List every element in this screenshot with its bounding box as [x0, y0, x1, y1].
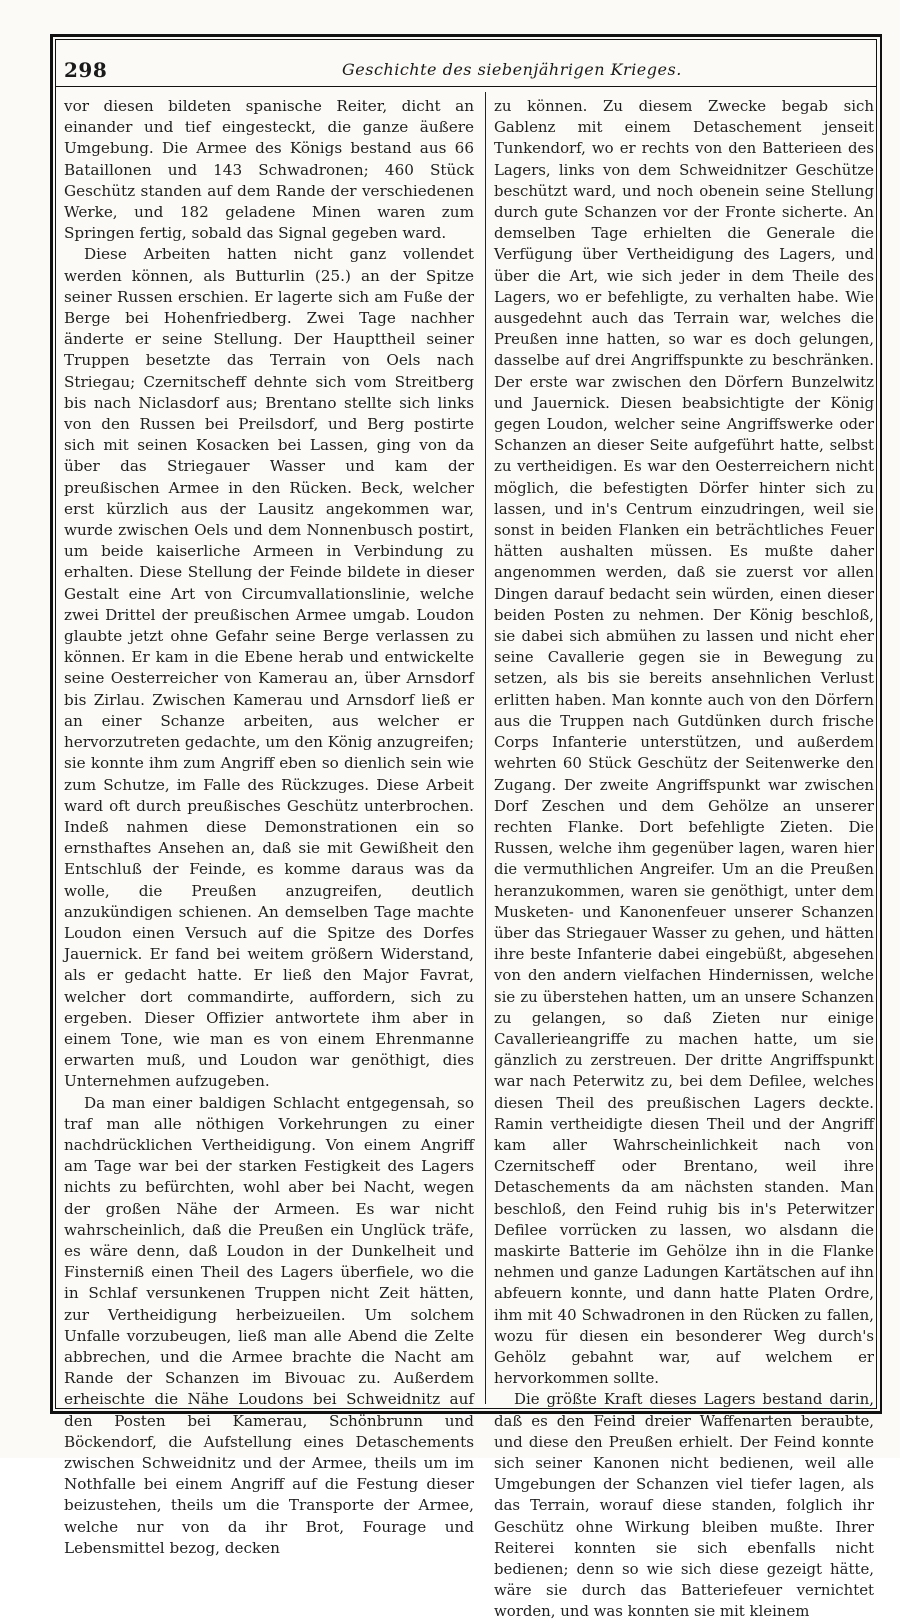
- paragraph: Die größte Kraft dieses Lagers bestand darin, daß es den Feind dreier Waffenarten beraubte, und diese den Preußen erhielt. Der Feind konnte sich seiner Kanonen nicht bedienen, weil alle Umgebungen der Schanzen viel tiefer lagen, als das Terrain, worauf diese standen, folglich ihr Geschütz ohne Wirkung bleiben mußte. Ihrer Reiterei konnten sie sich ebenfalls nicht bedienen; denn so wie sich diese gezeigt hätte, wäre sie durch das Batteriefeuer vernichtet worden, und was konnten sie mit kleinem: [494, 1390, 874, 1621]
- page-header: [62, 58, 872, 82]
- paragraph: vor diesen bildeten spanische Reiter, dicht an einander und tief eingesteckt, die ganze äußere Umgebung. Die Armee des Königs bestand aus 66 Bataillonen und 143 Schwadronen; 460 Stück Geschütz standen auf dem Rande der verschiedenen Werke, und 182 geladene Minen waren zum Springen fertig, sobald das Signal gegeben ward.: [64, 97, 474, 243]
- paragraph: Diese Arbeiten hatten nicht ganz vollendet werden können, als Butturlin (25.) an der Spitze seiner Russen erschien. Er lagerte sich am Fuße der Berge bei Hohenfriedberg. Zwei Tage nachher änderte er seine Stellung. Der Haupttheil seiner Truppen besetzte das Terrain von Oels nach Striegau; Czernitscheff dehnte sich vom Streitberg bis nach Niclasdorf aus; Brentano stellte sich links von den Russen bei Preilsdorf, und Berg postirte sich mit seinen Kosacken bei Lassen, ging von da über das Striegauer Wasser und kam der preußischen Armee in den Rücken. Beck, welcher erst kürzlich aus der Lausitz angekommen war, wurde zwischen Oels und dem Nonnenbusch postirt, um beide kaiserliche Armeen in Verbindung zu erhalten. Diese Stellung der Feinde bildete in dieser Gestalt eine Art von Circumvallationslinie, welche zwei Drittel der preußischen Armee umgab. Loudon glaubte jetzt ohne Gefahr seine Berge verlassen zu können. Er kam in die Ebene herab und entwickelte seine Oesterreicher von Kamerau an, über Arnsdorf bis Zirlau. Zwischen Kamerau und Arnsdorf ließ er an einer Schanze arbeiten, aus welcher er hervorzutreten gedachte, um den König anzugreifen; sie konnte ihm zum Angriff eben so dienlich sein wie zum Schutze, im Falle des Rückzuges. Diese Arbeit ward oft durch preußisches Geschütz unterbrochen. Indeß nahmen diese Demonstrationen ein so ernsthaftes Ansehen an, daß sie mit Gewißheit den Entschluß der Feinde, es komme daraus was da wolle, die Preußen anzugreifen, deutlich anzukündigen schienen. An demselben Tage machte Loudon einen Versuch auf die Spitze des Dorfes Jauernick. Er fand bei weitem größern Widerstand, als er gedacht hatte. Er ließ den Major Favrat, welcher dort commandirte, auffordern, sich zu ergeben. Dieser Offizier antwortete ihm aber in einem Tone, wie man es von einem Ehrenmanne erwarten muß, und Loudon war genöthigt, dies Unternehmen aufzugeben.: [64, 245, 474, 1091]
- header-rule: [55, 86, 877, 87]
- column-divider: [485, 92, 486, 1404]
- left-column: [64, 96, 474, 1557]
- running-title: Geschichte des siebenjährigen Krieges.: [342, 60, 682, 79]
- paragraph: zu können. Zu diesem Zwecke begab sich Gablenz mit einem Detaschement jenseit Tunkendorf, wo er rechts von den Batterieen des Lagers, links von dem Schweidnitzer Geschütze beschützt ward, und noch obenein seine Stellung durch gute Schanzen vor der Fronte sicherte. An demselben Tage erhielten die Generale die Verfügung über Vertheidigung des Lagers, und über die Art, wie sich jeder in dem Theile des Lagers, wo er befehligte, zu verhalten habe. Wie ausgedehnt auch das Terrain war, welches die Preußen inne hatten, so war es doch gelungen, dasselbe auf drei Angriffspunkte zu beschränken. Der erste war zwischen den Dörfern Bunzelwitz und Jauernick. Diesen beabsichtigte der König gegen Loudon, welcher seine Angriffswerke oder Schanzen an dieser Seite aufgeführt hatte, selbst zu vertheidigen. Es war den Oesterreichern nicht möglich, die befestigten Dörfer hinter sich zu lassen, und in's Centrum einzudringen, weil sie sonst in beiden Flanken ein beträchtliches Feuer hätten aushalten müssen. Es mußte daher angenommen werden, daß sie zuerst vor allen Dingen darauf bedacht sein würden, einen dieser beiden Posten zu nehmen. Der König beschloß, sie dabei sich abmühen zu lassen und nicht eher seine Cavallerie gegen sie in Bewegung zu setzen, als bis sie bereits ansehnlichen Verlust erlitten haben. Man konnte auch von den Dörfern aus die Truppen nach Gutdünken durch frische Corps Infanterie unterstützen, und außerdem wehrten 60 Stück Geschütz der Seitenwerke den Zugang. Der zweite Angriffspunkt war zwischen Dorf Zeschen und dem Gehölze an unserer rechten Flanke. Dort befehligte Zieten. Die Russen, welche ihm gegenüber lagen, waren hier die vermuthlichen Angreifer. Um an die Preußen heranzukommen, waren sie genöthigt, unter dem Musketen- und Kanonenfeuer unserer Schanzen über das Striegauer Wasser zu gehen, und hätten ihre beste Infanterie dabei eingebüßt, abgesehen von den andern vielfachen Hindernissen, welche sie zu überstehen hatten, um an unsere Schanzen zu gelangen, so daß Zieten nur einige Cavallerieangriffe zu machen hatte, um sie gänzlich zu zerstreuen. Der dritte Angriffspunkt war nach Peterwitz zu, bei dem Defilee, welches diesen Theil des preußischen Lagers deckte. Ramin vertheidigte diesen Theil und der Angriff kam aller Wahrscheinlichkeit nach von Czernitscheff oder Brentano, weil ihre Detaschements da am nächsten standen. Man beschloß, den Feind ruhig bis in's Peterwitzer Defilee vorrücken zu lassen, wo alsdann die maskirte Batterie im Gehölze ihn in die Flanke nehmen und ganze Ladungen Kartätschen auf ihn abfeuern konnte, und dann hatte Platen Ordre, ihm mit 40 Schwadronen in den Rücken zu fallen, wozu für diesen ein besonderer Weg durch's Gehölz gebahnt war, auf welchem er hervorkommen sollte.: [494, 97, 874, 1388]
- paragraph: Da man einer baldigen Schlacht entgegensah, so traf man alle nöthigen Vorkehrungen zu einer nachdrücklichen Vertheidigung. Von einem Angriff am Tage war bei der starken Festigkeit des Lagers nichts zu befürchten, wohl aber bei Nacht, wegen der großen Nähe der Armeen. Es war nicht wahrscheinlich, daß die Preußen ein Unglück träfe, es wäre denn, daß Loudon in der Dunkelheit und Finsterniß einen Theil des Lagers überfiele, wo die in Schlaf versunkenen Truppen nicht Zeit hätten, zur Vertheidigung herbeizueilen. Um solchem Unfalle vorzubeugen, ließ man alle Abend die Zelte abbrechen, und die Armee brachte die Nacht am Rande der Schanzen im Bivouac zu. Außerdem erheischte die Nähe Loudons bei Schweidnitz auf den Posten bei Kamerau, Schönbrunn und Böckendorf, die Aufstellung eines Detaschements zwischen Schweidnitz und der Armee, theils um im Nothfalle bei einem Angriff auf die Festung dieser beizustehen, theils um die Transporte der Armee, welche nur von da ihr Brot, Fourage und Lebensmittel bezog, decken: [64, 1093, 474, 1557]
- page-number: 298: [64, 58, 108, 82]
- right-column: [494, 96, 874, 1621]
